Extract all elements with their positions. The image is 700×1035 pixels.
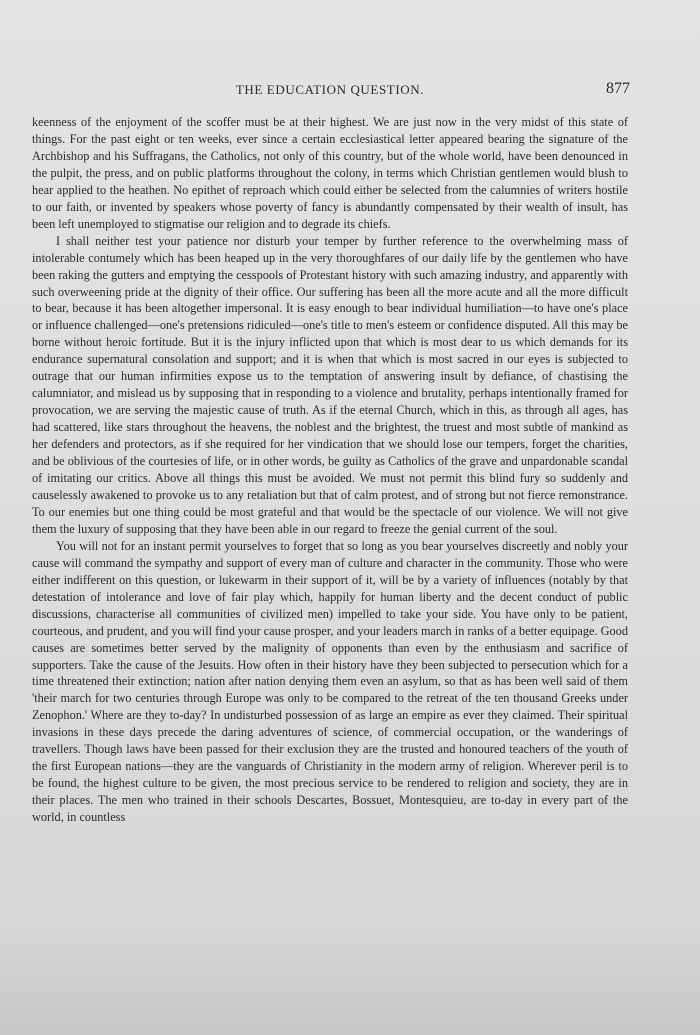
page-shadow <box>0 925 700 1035</box>
running-title: THE EDUCATION QUESTION. <box>235 82 425 97</box>
body-text <box>32 114 628 826</box>
page-number: 877 <box>606 80 630 97</box>
paragraph-1: keenness of the enjoyment of the scoffer must be at their highest. We are just now in the very midst of this state of things. For the past eight or ten weeks, ever since a certain ecclesiastical letter appeared bearing the signature of the Archbishop and his Suffragans, the Catholics, not only of this country, but of the whole world, have been denounced in the pulpit, the press, and on public platforms throughout the colony, in terms which Christian gentlemen would blush to hear applied to the heathen. No epithet of reproach which could either be selected from the calumnies of writers hostile to our faith, or invented by speakers whose poverty of fancy is abundantly compensated by their wealth of insult, has been left unemployed to stigmatise our religion and to degrade its chiefs. <box>32 115 628 231</box>
paragraph-3: You will not for an instant permit yourselves to forget that so long as you bear yourselves discreetly and nobly your cause will command the sympathy and support of every man of culture and character in the community. Those who were either indifferent on this question, or lukewarm in their support of it, will be by a variety of influences (notably by that detestation of intolerance and love of fair play which, happily for human liberty and the decent conduct of public discussions, characterise all communities of civilized men) impelled to take your side. You have only to be patient, courteous, and prudent, and you will find your cause prosper, and your leaders march in ranks of a better equipage. Good causes are sometimes better served by the malignity of opponents than even by the enthusiasm and sacrifice of supporters. Take the cause of the Jesuits. How often in their history have they been subjected to persecution which for a time threatened their extinction; nation after nation denying them even an asylum, so that as has been well said of them 'their march for two centuries through Europe was only to be compared to the retreat of the ten thousand Greeks under Zenophon.' Where are they to-day? In undisturbed possession of as large an empire as ever they claimed. Their spiritual invasions in these days precede the daring adventures of science, of commercial occupation, or the wanderings of travellers. Though laws have been passed for their exclusion they are the trusted and honoured teachers of the youth of the first European nations—they are the vanguards of Christianity in the modern army of religion. Wherever peril is to be found, the highest culture to be given, the most precious service to be rendered to religion and society, they are in their places. The men who trained in their schools Descartes, Bossuet, Montesquieu, are to-day in every part of the world, in countless <box>32 538 628 825</box>
running-header <box>30 80 630 102</box>
paragraph-2: I shall neither test your patience nor disturb your temper by further reference to the overwhelming mass of intolerable contumely which has been heaped up in the very thoroughfares of our daily life by the gentlemen who have been raking the gutters and emptying the cesspools of Protestant history with such amazing industry, and apparently with such overweening pride at the dignity of their office. Our suffering has been all the more acute and all the more difficult to bear, because it has been altogether impersonal. It is easy enough to bear individual humiliation—to have one's place or influence challenged—one's pretensions ridiculed—one's title to men's esteem or confidence disputed. All this may be borne without heroic fortitude. But it is the injury inflicted upon that which is most dear to us which demands for its endurance supernatural consolation and support; and it is when that which is most sacred in our eyes is subjected to outrage that our human infirmities expose us to the temptation of answering insult by defiance, of chastising the calumniator, and mislead us by supposing that in responding to a violence and brutality, perhaps intentionally framed for provocation, we are serving the majestic cause of truth. As if the eternal Church, which in this, as through all ages, has had scattered, like stars throughout the heavens, the noblest and the brightest, the truest and most subtle of mankind as her defenders and protectors, as if she required for her vindication that we should lose our tempers, forget the charities, and be oblivious of the courtesies of life, or in other words, be guilty as Catholics of the grave and unpardonable scandal of imitating our critics. Above all things this must be avoided. We must not permit this blind fury so suddenly and causelessly awakened to provoke us to any retaliation but that of calm protest, and of strong but not fierce remonstrance. To our enemies but one thing could be most grateful and that would be the spectacle of our violence. We will not give them the luxury of supposing that they have been able in our regard to freeze the genial current of the soul. <box>32 233 628 536</box>
